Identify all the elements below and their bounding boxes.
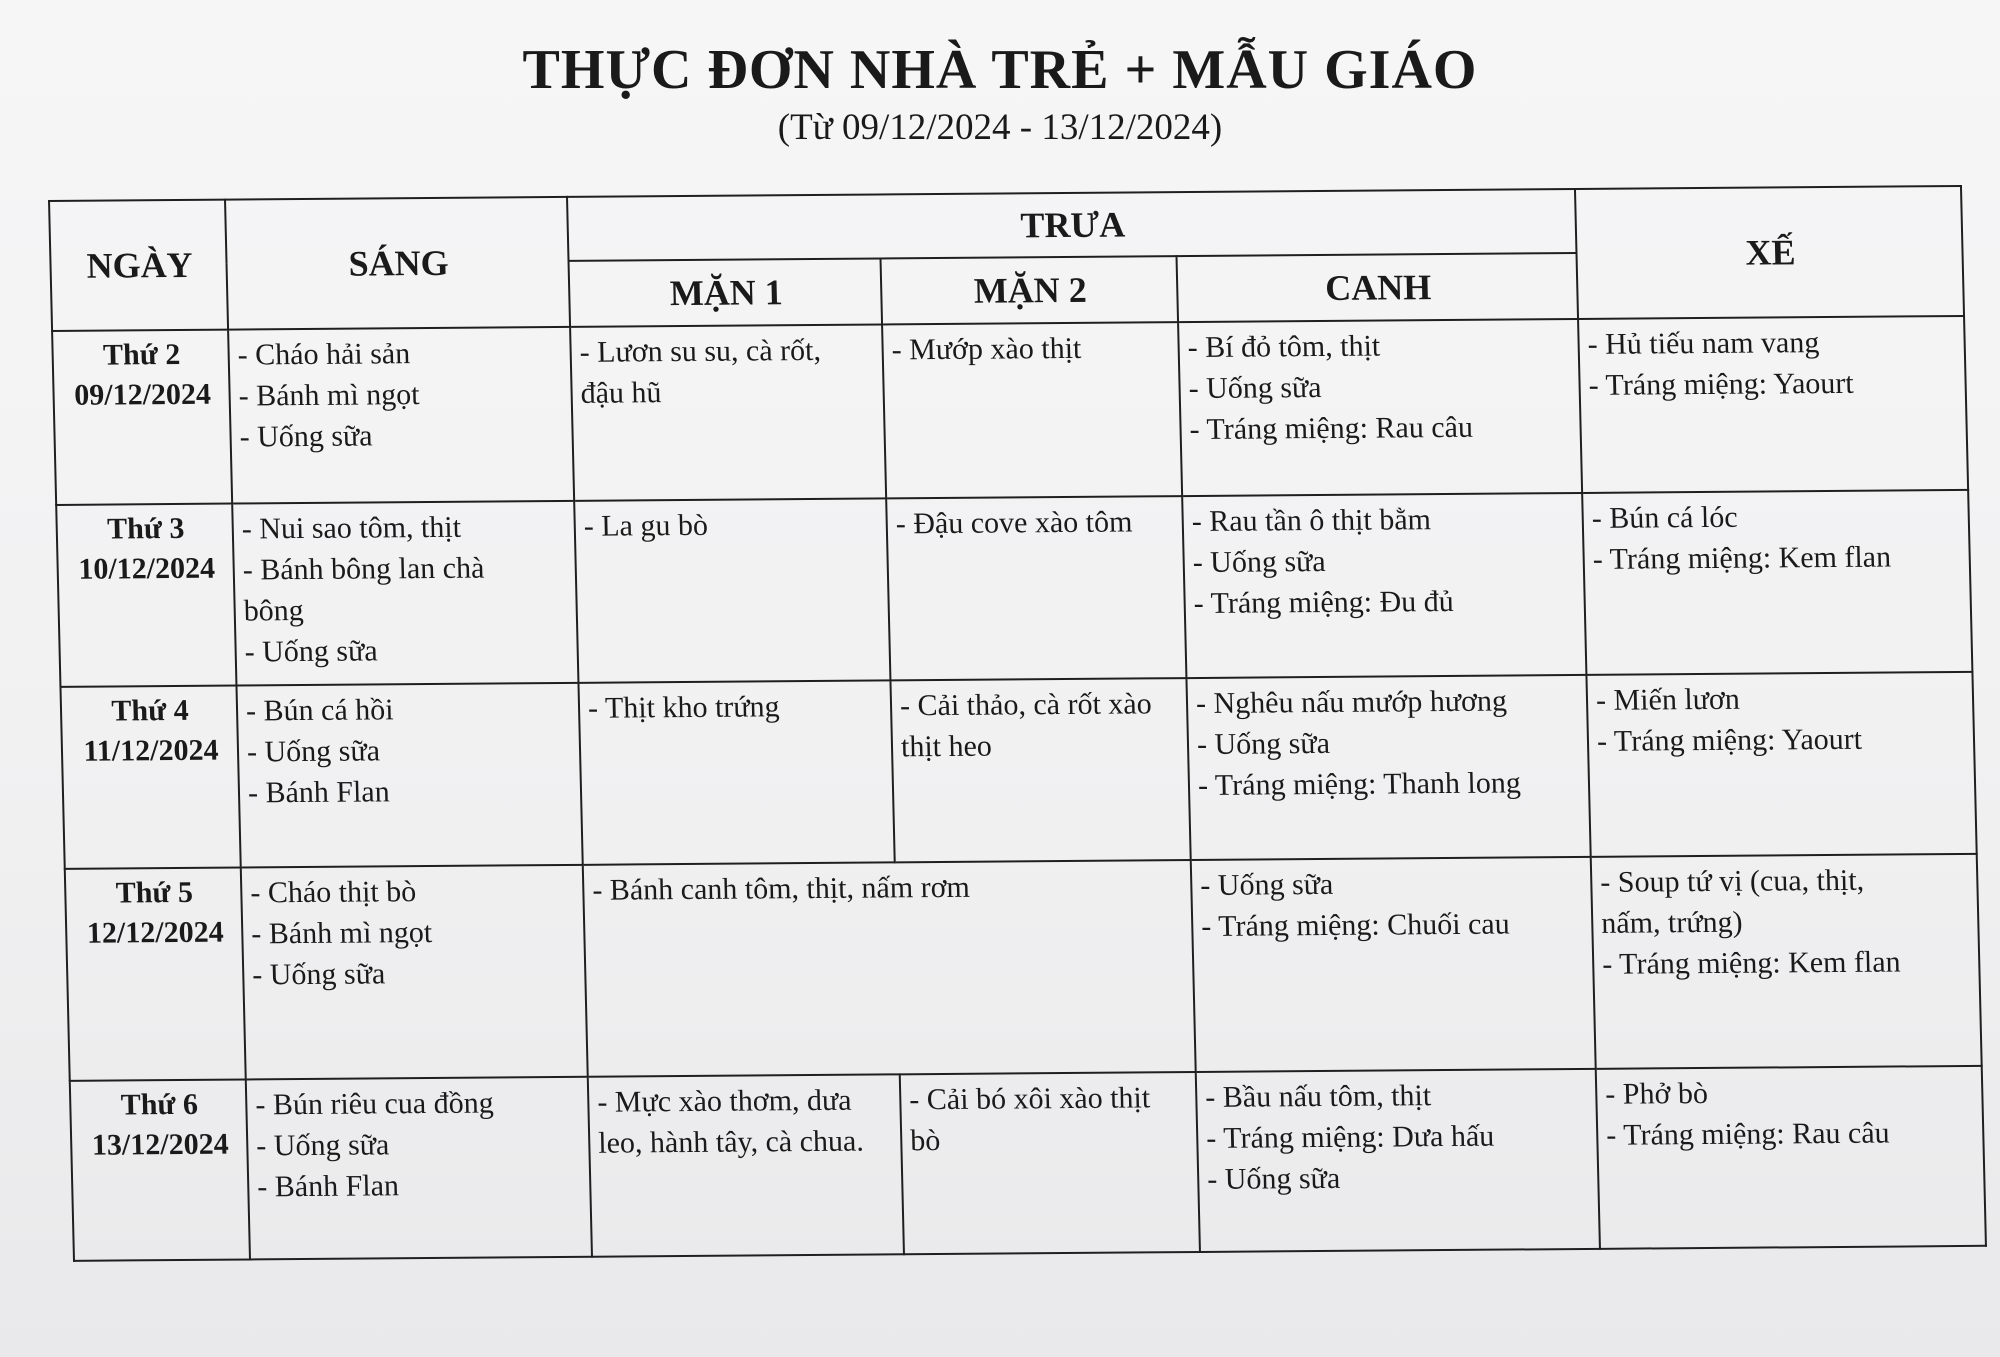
menu-item: - Tráng miệng: Yaourt: [1596, 722, 1863, 758]
menu-item: - Bầu nấu tôm, thịt: [1204, 1079, 1432, 1114]
day-label: Thứ 6: [120, 1087, 199, 1122]
menu-item: - Tráng miệng: Kem flan: [1601, 945, 1901, 981]
day-date: 13/12/2024: [91, 1127, 229, 1162]
menu-item: - Uống sữa: [244, 634, 378, 669]
table-row: [70, 1066, 1986, 1261]
menu-item: - Nui sao tôm, thịt: [241, 510, 462, 546]
menu-item: - Bún cá hồi: [245, 693, 394, 728]
weekly-menu-table: [48, 185, 1987, 1262]
sang-cell: [228, 327, 574, 504]
sang-cell: [246, 1077, 592, 1260]
day-date: 12/12/2024: [86, 915, 224, 950]
menu-item: - Đậu cove xào tôm: [895, 505, 1133, 541]
menu-item: - Uống sữa: [251, 957, 386, 992]
canh-cell: [1178, 319, 1582, 496]
menu-item: - Bánh canh tôm, thịt, nấm rơm: [591, 870, 971, 907]
day-date: 10/12/2024: [77, 551, 216, 586]
day-cell: [70, 1079, 250, 1260]
man1-cell: [574, 498, 890, 682]
col-header-man1: MẶN 1: [569, 258, 883, 326]
menu-item: - Miến lươn: [1595, 682, 1741, 717]
col-header-canh: CANH: [1176, 253, 1578, 322]
menu-item: nấm, trứng): [1600, 905, 1743, 940]
table-row: [60, 672, 1976, 869]
canh-cell: [1182, 493, 1586, 678]
canh-cell: [1186, 675, 1590, 860]
col-header-man2: MẶN 2: [881, 256, 1179, 324]
menu-item: - Cải thảo, cà rốt xào: [899, 687, 1153, 723]
man2-cell: [900, 1072, 1200, 1254]
menu-item: - Nghêu nấu mướp hương: [1195, 684, 1508, 720]
col-header-sang: SÁNG: [225, 197, 570, 330]
table-row: [65, 854, 1982, 1081]
sang-cell: [241, 865, 588, 1080]
col-header-xe: XẾ: [1575, 186, 1964, 319]
header-row: [49, 186, 1962, 265]
man2-cell: [886, 496, 1186, 680]
menu-item: - Tráng miệng: Đu đủ: [1193, 584, 1455, 621]
menu-item: - Bún riêu cua đồng: [254, 1086, 495, 1122]
menu-item: - Tráng miệng: Yaourt: [1588, 366, 1855, 402]
menu-item: - Uống sữa: [1192, 544, 1327, 580]
menu-item: - Uống sữa: [1188, 371, 1322, 406]
menu-item: - Bún cá lóc: [1591, 500, 1738, 535]
man-merged-cell: [583, 860, 1196, 1077]
menu-item: - Bánh Flan: [247, 775, 391, 810]
menu-item: - Tráng miệng: Dưa hấu: [1205, 1119, 1495, 1155]
menu-item: - Cháo hải sản: [237, 337, 411, 372]
menu-item: bò: [909, 1124, 941, 1158]
menu-item: - Bánh mì ngọt: [238, 378, 420, 413]
menu-item: - Bánh mì ngọt: [250, 916, 433, 951]
canh-cell: [1196, 1069, 1600, 1252]
menu-item: - Tráng miệng: Rau câu: [1189, 410, 1474, 447]
menu-item: - Hủ tiếu nam vang: [1587, 326, 1820, 361]
menu-item: - Phở bò: [1604, 1076, 1709, 1111]
menu-item: - Tráng miệng: Kem flan: [1592, 540, 1892, 576]
man1-cell: [570, 324, 886, 500]
menu-item: - Tráng miệng: Thanh long: [1197, 766, 1522, 802]
day-label: Thứ 3: [106, 511, 185, 546]
menu-item: - Cháo thịt bò: [249, 875, 417, 910]
menu-item: đậu hũ: [580, 376, 662, 410]
menu-item: - Uống sữa: [1206, 1161, 1341, 1196]
menu-item: - La gu bò: [583, 508, 709, 543]
man1-cell: [578, 680, 894, 864]
sang-cell: [232, 501, 578, 686]
xe-cell: [1586, 672, 1976, 857]
day-label: Thứ 2: [102, 337, 181, 372]
menu-item: leo, hành tây, cà chua.: [597, 1124, 865, 1160]
day-date: 09/12/2024: [73, 377, 212, 412]
menu-item: - Uống sữa: [239, 419, 373, 454]
man2-cell: [882, 322, 1182, 498]
menu-item: - Bí đỏ tôm, thịt: [1187, 329, 1381, 365]
menu-item: - Mực xào thơm, dưa: [596, 1083, 852, 1119]
canh-cell: [1191, 857, 1596, 1072]
col-header-ngay: NGÀY: [49, 200, 228, 331]
menu-item: - Soup tứ vị (cua, thịt,: [1599, 863, 1865, 899]
menu-item: - Lươn su su, cà rốt,: [579, 333, 822, 369]
menu-item: - Uống sữa: [255, 1128, 390, 1163]
menu-item: - Uống sữa: [246, 734, 381, 769]
menu-item: - Uống sữa: [1196, 726, 1331, 761]
menu-item: - Cải bó xôi xào thịt: [908, 1081, 1151, 1117]
day-cell: [56, 504, 236, 687]
col-header-trua: TRƯA: [567, 189, 1576, 261]
menu-sheet: [48, 185, 1987, 1262]
day-date: 11/12/2024: [83, 733, 219, 768]
xe-cell: [1596, 1066, 1986, 1249]
day-label: Thứ 4: [111, 693, 190, 728]
day-cell: [65, 868, 246, 1081]
menu-item: - Thịt kho trứng: [587, 690, 780, 725]
menu-item: - Bánh bông lan chà: [242, 551, 485, 587]
menu-item: - Bánh Flan: [256, 1169, 400, 1204]
day-cell: [52, 330, 232, 505]
table-row: [56, 490, 1972, 687]
menu-item: bông: [243, 594, 305, 628]
menu-item: - Uống sữa: [1199, 867, 1334, 902]
day-cell: [60, 686, 240, 869]
xe-cell: [1582, 490, 1972, 675]
man1-cell: [588, 1074, 904, 1256]
menu-title: THỰC ĐƠN NHÀ TRẺ + MẪU GIÁO: [522, 39, 1478, 101]
table-row: [52, 316, 1968, 505]
menu-item: - Tráng miệng: Chuối cau: [1200, 907, 1511, 943]
menu-item: - Tráng miệng: Rau câu: [1605, 1116, 1890, 1152]
xe-cell: [1578, 316, 1968, 493]
day-label: Thứ 5: [115, 875, 194, 910]
menu-item: thịt heo: [900, 729, 993, 764]
menu-item: - Rau tần ô thịt bằm: [1191, 503, 1432, 539]
sang-cell: [236, 683, 582, 868]
xe-cell: [1591, 854, 1982, 1069]
man2-cell: [890, 678, 1190, 862]
menu-item: - Mướp xào thịt: [891, 331, 1082, 367]
date-range-subtitle: (Từ 09/12/2024 - 13/12/2024): [777, 107, 1223, 148]
